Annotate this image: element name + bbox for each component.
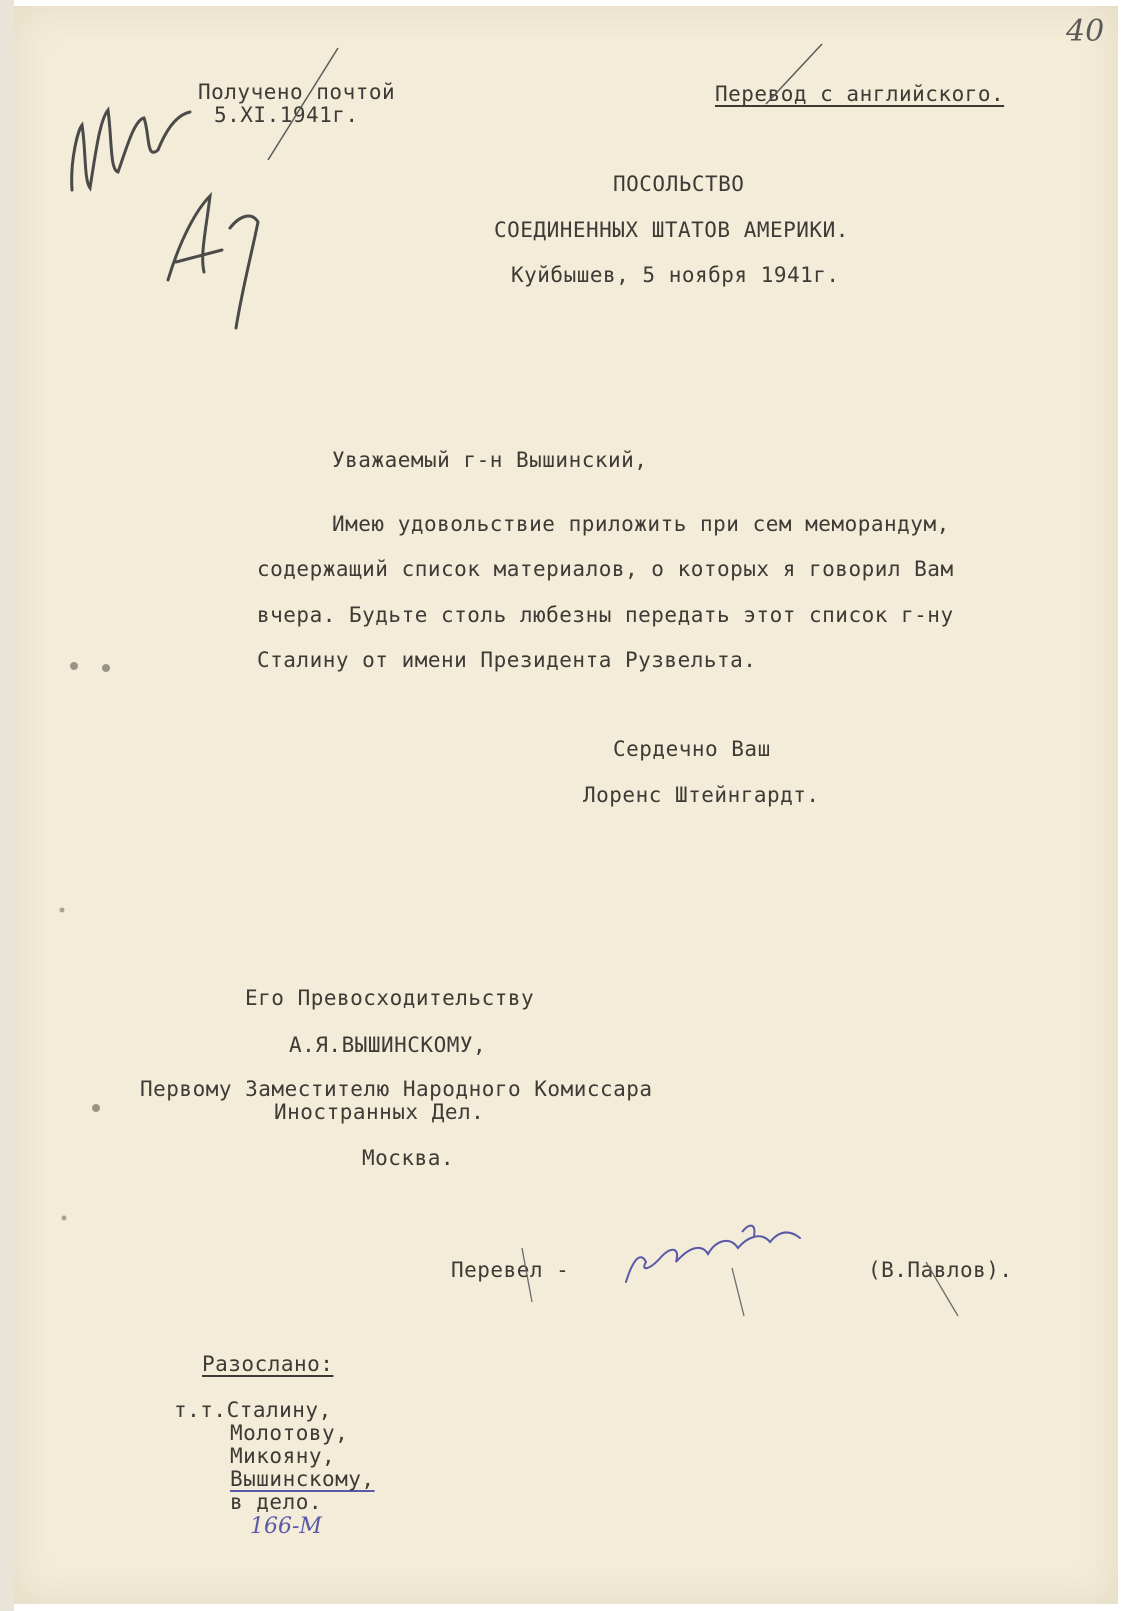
addressee-line-2: А.Я.ВЫШИНСКОМУ, xyxy=(289,1033,487,1057)
pencil-tick-2 xyxy=(732,1268,744,1316)
body-line-3: вчера. Будьте столь любезны передать этот список г-ну xyxy=(257,603,954,627)
distribution-ref: 166-М xyxy=(250,1514,322,1539)
received-line-1: Получено почтой xyxy=(198,80,396,104)
staple-mark xyxy=(60,908,65,913)
body-line-4: Сталину от имени Президента Рузвельта. xyxy=(257,648,757,672)
distribution-recipient: Молотову, xyxy=(230,1421,349,1445)
distribution-recipient: в дело. xyxy=(230,1490,323,1514)
translation-note: Перевод с английского. xyxy=(715,82,1005,106)
header-line-2: СОЕДИНЕННЫХ ШТАТОВ АМЕРИКИ. xyxy=(494,218,849,242)
pencil-slash-translation xyxy=(766,44,822,104)
staple-mark xyxy=(102,664,110,672)
translator-signature xyxy=(626,1232,800,1282)
closing-line-1: Сердечно Ваш xyxy=(613,737,771,761)
distribution-recipient: Микояну, xyxy=(230,1444,336,1468)
translator-signature-tick xyxy=(742,1226,754,1236)
pencil-scribble-top xyxy=(72,110,190,190)
addressee-line-1: Его Превосходительству xyxy=(245,986,535,1010)
header-line-3: Куйбышев, 5 ноября 1941г. xyxy=(511,263,840,287)
distribution-recipient: Вышинскому, xyxy=(230,1467,375,1491)
pencil-tick-1 xyxy=(522,1248,532,1302)
addressee-line-5: Москва. xyxy=(362,1146,455,1170)
header-line-1: ПОСОЛЬСТВО xyxy=(613,172,745,196)
body-line-1: Имею удовольствие приложить при сем меморандум, xyxy=(332,512,950,536)
staple-mark xyxy=(70,662,78,670)
body-line-2: содержащий список материалов, о которых я говорил Вам xyxy=(257,557,954,581)
translator-label: Перевел - xyxy=(451,1258,570,1282)
addressee-line-4: Иностранных Дел. xyxy=(274,1100,485,1124)
closing-line-2: Лоренс Штейнгардт. xyxy=(583,783,820,807)
pencil-tick-3 xyxy=(926,1262,958,1316)
staple-mark xyxy=(92,1104,100,1112)
addressee-line-3: Первому Заместителю Народного Комиссара xyxy=(140,1077,653,1101)
translator-name: (В.Павлов). xyxy=(868,1258,1013,1282)
page-number: 40 xyxy=(1066,14,1105,49)
pencil-initials xyxy=(168,196,258,328)
staple-mark xyxy=(62,1216,67,1221)
salutation: Уважаемый г-н Вышинский, xyxy=(332,448,648,472)
received-line-2: 5.XI.1941г. xyxy=(214,103,359,127)
distribution-title: Разослано: xyxy=(202,1352,334,1376)
pencil-slash-received xyxy=(268,48,338,160)
distribution-recipient: т.т.Сталину, xyxy=(174,1398,332,1422)
